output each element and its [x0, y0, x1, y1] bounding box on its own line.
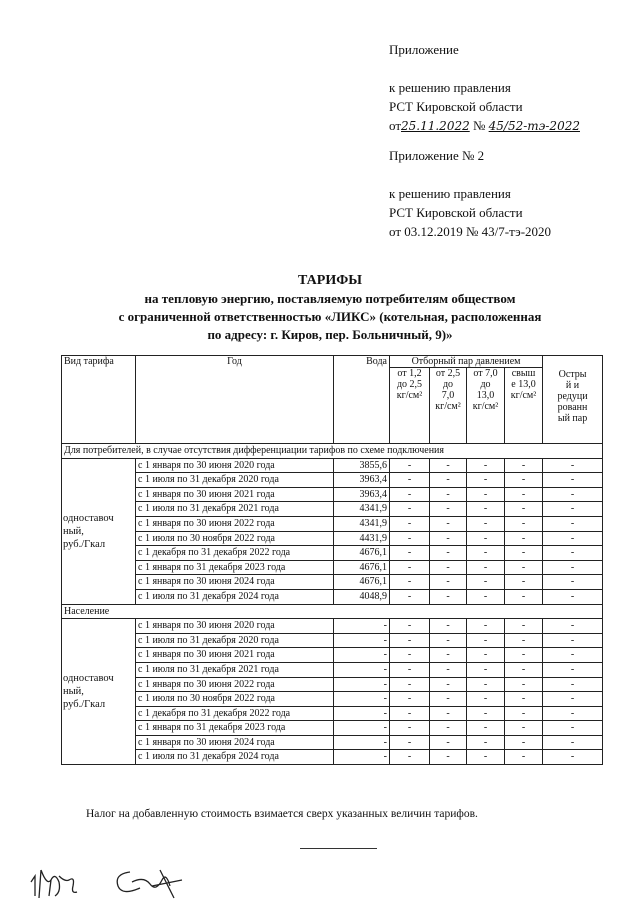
title-line-2: с ограниченной ответственностью «ЛИКС» (котельная, расположенная [118, 309, 542, 324]
title-line-1: на тепловую энергию, поставляемую потребителям обществом [144, 291, 516, 306]
period-cell: с 1 июля по 30 ноября 2022 года [136, 531, 334, 546]
steam-3-cell: - [467, 721, 505, 736]
decision-date-line [389, 116, 580, 136]
section-title-row [62, 604, 603, 619]
pressure-2-header [430, 368, 467, 444]
table-row [62, 531, 603, 546]
sharp-steam-cell: - [543, 458, 603, 473]
tariff-kind-text: ный, [63, 525, 84, 537]
steam-2-cell: - [430, 633, 467, 648]
table-row [62, 735, 603, 750]
steam-1-cell: - [390, 633, 430, 648]
water-cell: 3963,4 [334, 473, 390, 488]
period-cell: с 1 января по 30 июня 2020 года [136, 458, 334, 473]
steam-4-cell: - [505, 458, 543, 473]
p3-c: 13,0 [476, 390, 495, 401]
sharp-steam-cell: - [543, 735, 603, 750]
steam-1-cell: - [390, 648, 430, 663]
period-cell: с 1 января по 30 июня 2022 года [136, 516, 334, 531]
sharp-steam-cell: - [543, 633, 603, 648]
steam-1-cell: - [390, 706, 430, 721]
sharp-b: й и [565, 380, 580, 391]
sharp-steam-cell: - [543, 502, 603, 517]
water-cell: 4676,1 [334, 575, 390, 590]
appendix-header-old [389, 146, 551, 241]
sharp-e: ый пар [557, 413, 588, 424]
steam-3-cell: - [467, 560, 505, 575]
period-cell: с 1 января по 30 июня 2021 года [136, 487, 334, 502]
water-cell: - [334, 648, 390, 663]
steam-2-cell: - [430, 458, 467, 473]
steam-4-cell: - [505, 589, 543, 604]
tariff-table [61, 355, 603, 765]
water-cell: 4676,1 [334, 546, 390, 561]
steam-2-cell: - [430, 648, 467, 663]
period-cell: с 1 января по 30 июня 2024 года [136, 735, 334, 750]
steam-3-cell: - [467, 487, 505, 502]
steam-3-cell: - [467, 546, 505, 561]
steam-4-cell: - [505, 706, 543, 721]
steam-3-cell: - [467, 589, 505, 604]
steam-1-cell: - [390, 458, 430, 473]
steam-1-cell: - [390, 487, 430, 502]
water-cell: - [334, 633, 390, 648]
sharp-steam-cell: - [543, 706, 603, 721]
appendix-2-label: Приложение № 2 [389, 148, 485, 163]
p1-b: до 2,5 [396, 379, 423, 390]
sharp-c: редуци [557, 391, 588, 402]
vat-note: Налог на добавленную стоимость взимается сверх указанных величин тарифов. [86, 808, 478, 820]
table-row [62, 502, 603, 517]
steam-4-cell: - [505, 677, 543, 692]
p1-a: от 1,2 [397, 368, 422, 379]
sharp-steam-cell: - [543, 677, 603, 692]
steam-1-cell: - [390, 560, 430, 575]
steam-3-cell: - [467, 531, 505, 546]
table-row [62, 473, 603, 488]
steam-4-cell: - [505, 575, 543, 590]
authority-label: РСТ Кировской области [389, 99, 523, 114]
section-title: Население [62, 604, 603, 619]
steam-3-cell: - [467, 633, 505, 648]
sharp-steam-cell: - [543, 750, 603, 765]
water-cell: 4048,9 [334, 589, 390, 604]
steam-3-cell: - [467, 750, 505, 765]
steam-4-cell: - [505, 546, 543, 561]
p4-b: е 13,0 [511, 379, 536, 390]
water-cell: - [334, 750, 390, 765]
handwritten-number: 45/52-тэ-2022 [488, 119, 580, 133]
p2-a: от 2,5 [435, 368, 461, 379]
header-row-1 [62, 356, 603, 368]
steam-2-cell: - [430, 721, 467, 736]
from-word: от [389, 118, 402, 133]
steam-3-cell: - [467, 516, 505, 531]
p2-b: до [442, 379, 454, 390]
table-row [62, 633, 603, 648]
water-cell: 4341,9 [334, 502, 390, 517]
sharp-steam-cell: - [543, 692, 603, 707]
steam-4-cell: - [505, 662, 543, 677]
appendix-header-new [389, 40, 580, 136]
steam-3-cell: - [467, 619, 505, 634]
sharp-steam-cell: - [543, 648, 603, 663]
section-population [62, 604, 603, 765]
sharp-a: Остры [558, 369, 587, 380]
table-row [62, 487, 603, 502]
steam-2-cell: - [430, 502, 467, 517]
appendix-label: Приложение [389, 42, 459, 57]
col-water-header: Вода [334, 356, 390, 444]
signature-2 [100, 852, 190, 900]
period-cell: с 1 января по 31 декабря 2023 года [136, 721, 334, 736]
steam-3-cell: - [467, 735, 505, 750]
pressure-1-header [390, 368, 430, 444]
tariff-kind-cell [62, 458, 136, 604]
steam-2-cell: - [430, 750, 467, 765]
steam-3-cell: - [467, 706, 505, 721]
p2-c: 7,0 [441, 390, 455, 401]
water-cell: - [334, 662, 390, 677]
table-row [62, 575, 603, 590]
p4-a: свыш [511, 368, 536, 379]
col-year-header: Год [136, 356, 334, 444]
steam-1-cell: - [390, 502, 430, 517]
period-cell: с 1 июля по 31 декабря 2020 года [136, 473, 334, 488]
steam-2-cell: - [430, 546, 467, 561]
sharp-steam-cell: - [543, 721, 603, 736]
sharp-steam-cell: - [543, 619, 603, 634]
signature-1 [25, 852, 105, 900]
sharp-steam-cell: - [543, 516, 603, 531]
period-cell: с 1 декабря по 31 декабря 2022 года [136, 546, 334, 561]
table-row [62, 589, 603, 604]
water-cell: 4676,1 [334, 560, 390, 575]
steam-4-cell: - [505, 735, 543, 750]
water-cell: - [334, 735, 390, 750]
pressure-3-header [467, 368, 505, 444]
p4-c: кг/см² [510, 390, 537, 401]
water-cell: - [334, 619, 390, 634]
steam-2-cell: - [430, 589, 467, 604]
steam-4-cell: - [505, 560, 543, 575]
table-row [62, 546, 603, 561]
steam-3-cell: - [467, 648, 505, 663]
steam-1-cell: - [390, 516, 430, 531]
steam-1-cell: - [390, 692, 430, 707]
steam-4-cell: - [505, 487, 543, 502]
divider-line [300, 848, 377, 849]
water-cell: 4431,9 [334, 531, 390, 546]
sharp-d: рованн [557, 402, 588, 413]
steam-2-cell: - [430, 487, 467, 502]
table-row [62, 619, 603, 634]
p3-d: кг/см² [472, 401, 499, 412]
sharp-steam-cell: - [543, 589, 603, 604]
water-cell: - [334, 677, 390, 692]
steam-2-cell: - [430, 575, 467, 590]
steam-3-cell: - [467, 502, 505, 517]
steam-2-cell: - [430, 560, 467, 575]
period-cell: с 1 января по 30 июня 2024 года [136, 575, 334, 590]
sharp-steam-cell: - [543, 575, 603, 590]
steam-2-cell: - [430, 531, 467, 546]
decision-label: к решению правления [389, 80, 511, 95]
steam-3-cell: - [467, 662, 505, 677]
signature-1-stroke [31, 870, 77, 898]
section-title: Для потребителей, в случае отсутствия дифференциации тарифов по схеме подключения [62, 444, 603, 459]
col-steam-header: Отборный пар давлением [390, 356, 543, 368]
steam-1-cell: - [390, 721, 430, 736]
steam-2-cell: - [430, 692, 467, 707]
p1-c: кг/см² [396, 390, 423, 401]
sharp-steam-cell: - [543, 560, 603, 575]
period-cell: с 1 июля по 31 декабря 2020 года [136, 633, 334, 648]
sharp-steam-cell: - [543, 546, 603, 561]
period-cell: с 1 декабря по 31 декабря 2022 года [136, 706, 334, 721]
tariff-kind-text: одноставоч [63, 673, 114, 685]
steam-4-cell: - [505, 619, 543, 634]
water-cell: - [334, 721, 390, 736]
sharp-steam-cell: - [543, 487, 603, 502]
p3-a: от 7,0 [473, 368, 498, 379]
tariff-kind-cell [62, 619, 136, 765]
period-cell: с 1 июля по 31 декабря 2021 года [136, 662, 334, 677]
steam-4-cell: - [505, 502, 543, 517]
steam-4-cell: - [505, 750, 543, 765]
section-consumers [62, 444, 603, 605]
period-cell: с 1 января по 30 июня 2021 года [136, 648, 334, 663]
table-row [62, 677, 603, 692]
handwritten-date: 25.11.2022 [401, 119, 470, 133]
steam-3-cell: - [467, 458, 505, 473]
table-row [62, 750, 603, 765]
table-row [62, 692, 603, 707]
period-cell: с 1 июля по 30 ноября 2022 года [136, 692, 334, 707]
steam-4-cell: - [505, 531, 543, 546]
col-sharp-steam-header [543, 356, 603, 444]
decision-label-old: к решению правления [389, 186, 511, 201]
period-cell: с 1 января по 30 июня 2020 года [136, 619, 334, 634]
steam-1-cell: - [390, 589, 430, 604]
steam-4-cell: - [505, 473, 543, 488]
steam-1-cell: - [390, 531, 430, 546]
steam-2-cell: - [430, 706, 467, 721]
title-main: ТАРИФЫ [298, 273, 362, 288]
table-row [62, 458, 603, 473]
decision-date-old: от 03.12.2019 № 43/7-тэ-2020 [389, 224, 552, 239]
steam-2-cell: - [430, 735, 467, 750]
p2-d: кг/см² [435, 401, 461, 412]
steam-2-cell: - [430, 677, 467, 692]
signature-2-stroke [117, 870, 182, 898]
title-line-3: по адресу: г. Киров, пер. Больничный, 9)» [207, 327, 453, 342]
tariff-kind-text: одноставоч [63, 512, 114, 524]
table-row [62, 560, 603, 575]
sharp-steam-cell: - [543, 531, 603, 546]
number-sign: № [472, 118, 486, 133]
water-cell: - [334, 692, 390, 707]
table-row [62, 721, 603, 736]
sharp-steam-cell: - [543, 662, 603, 677]
steam-1-cell: - [390, 473, 430, 488]
water-cell: 3855,6 [334, 458, 390, 473]
steam-2-cell: - [430, 619, 467, 634]
steam-1-cell: - [390, 575, 430, 590]
tariff-kind-text: ный, [63, 686, 84, 698]
steam-1-cell: - [390, 735, 430, 750]
steam-1-cell: - [390, 619, 430, 634]
steam-1-cell: - [390, 546, 430, 561]
tariff-kind-text: руб./Гкал [63, 699, 106, 711]
period-cell: с 1 января по 31 декабря 2023 года [136, 560, 334, 575]
steam-4-cell: - [505, 516, 543, 531]
p3-b: до [480, 379, 491, 390]
table-row [62, 706, 603, 721]
table-row [62, 516, 603, 531]
steam-3-cell: - [467, 575, 505, 590]
steam-4-cell: - [505, 721, 543, 736]
steam-1-cell: - [390, 662, 430, 677]
period-cell: с 1 июля по 31 декабря 2021 года [136, 502, 334, 517]
steam-4-cell: - [505, 633, 543, 648]
table-row [62, 648, 603, 663]
steam-4-cell: - [505, 692, 543, 707]
steam-1-cell: - [390, 750, 430, 765]
tariff-kind-text: руб./Гкал [63, 538, 106, 550]
steam-4-cell: - [505, 648, 543, 663]
period-cell: с 1 июля по 31 декабря 2024 года [136, 589, 334, 604]
steam-1-cell: - [390, 677, 430, 692]
section-title-row [62, 444, 603, 459]
period-cell: с 1 января по 30 июня 2022 года [136, 677, 334, 692]
steam-2-cell: - [430, 662, 467, 677]
steam-3-cell: - [467, 473, 505, 488]
steam-3-cell: - [467, 692, 505, 707]
steam-2-cell: - [430, 473, 467, 488]
pressure-4-header [505, 368, 543, 444]
col-kind-header: Вид тарифа [62, 356, 136, 444]
water-cell: - [334, 706, 390, 721]
steam-2-cell: - [430, 516, 467, 531]
sharp-steam-cell: - [543, 473, 603, 488]
steam-3-cell: - [467, 677, 505, 692]
document-title [60, 272, 600, 344]
authority-label-old: РСТ Кировской области [389, 205, 523, 220]
period-cell: с 1 июля по 31 декабря 2024 года [136, 750, 334, 765]
table-row [62, 662, 603, 677]
water-cell: 3963,4 [334, 487, 390, 502]
water-cell: 4341,9 [334, 516, 390, 531]
